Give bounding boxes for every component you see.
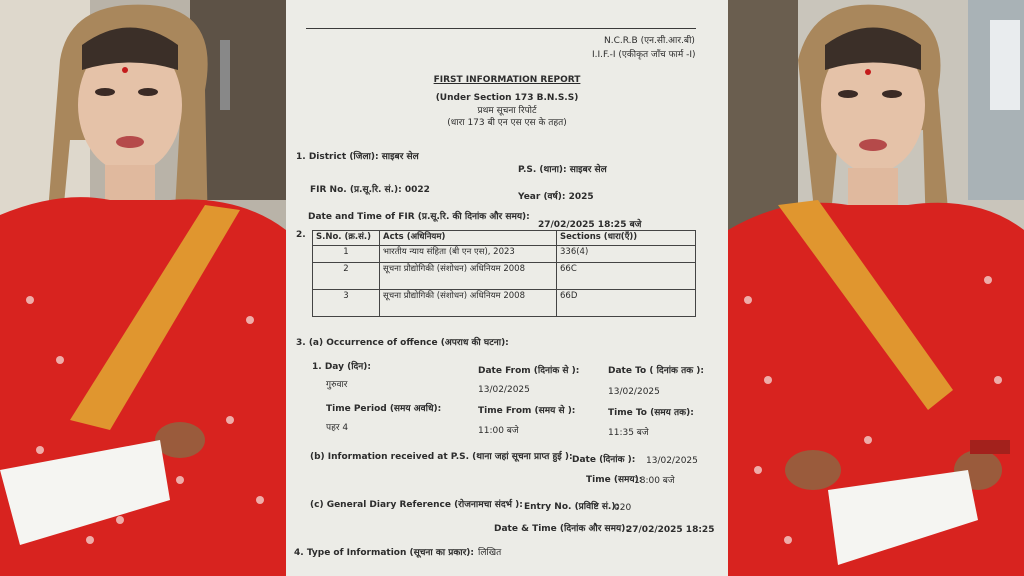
time-to-value: 11:35 बजे: [608, 428, 649, 438]
date-to-value: 13/02/2025: [608, 387, 660, 397]
row-sno: 1: [313, 246, 380, 263]
gd-datetime-value: 27/02/2025 18:25: [626, 525, 715, 535]
gd-entry-value: 020: [614, 503, 632, 513]
woman-photo-left: [0, 0, 286, 576]
time-from-value: 11:00 बजे: [478, 426, 519, 436]
top-rule: [306, 28, 696, 29]
gd-label: (c) General Diary Reference (रोजनामचा संदर्भ ):: [310, 500, 523, 510]
ncrb-code: N.C.R.B (एन.सी.आर.बी): [604, 36, 695, 46]
fir-subtitle: (Under Section 173 B.N.S.S): [435, 93, 579, 103]
right-photo-panel: [728, 0, 1024, 576]
table-row: [313, 263, 696, 290]
acts-table-header: [313, 231, 696, 246]
date-from-value: 13/02/2025: [478, 385, 530, 395]
type-info-label: 4. Type of Information (सूचना का प्रकार):: [294, 548, 475, 558]
section-2-number: 2.: [296, 230, 306, 240]
fir-number: FIR No. (प्र.सू.रि. सं.): 0022: [310, 185, 430, 195]
row-act: सूचना प्रौद्योगिकी (संशोधन) अधिनियम 2008: [380, 263, 557, 290]
row-act: भारतीय न्याय संहिता (बी एन एस), 2023: [380, 246, 557, 263]
info-time-value: 18:00 बजे: [634, 476, 675, 486]
row-section: 66C: [557, 263, 696, 290]
fir-datetime-value: 27/02/2025 18:25 बजे: [538, 220, 642, 230]
header-acts: Acts (अधिनियम): [380, 231, 557, 246]
date-to-label: Date To ( दिनांक तक ):: [608, 366, 704, 376]
type-info-value: लिखित: [478, 548, 502, 558]
row-act: सूचना प्रौद्योगिकी (संशोधन) अधिनियम 2008: [380, 290, 557, 317]
row-sno: 3: [313, 290, 380, 317]
iif-code: I.I.F.-I (एकीकृत जाँच फार्म -I): [592, 50, 696, 60]
info-received-label: (b) Information received at P.S. (थाना जहां सूचना प्राप्त हुई ):: [310, 452, 573, 462]
occurrence-label: 3. (a) Occurrence of offence (अपराध की घटना):: [296, 338, 509, 348]
row-sno: 2: [313, 263, 380, 290]
acts-table: [312, 230, 696, 317]
header-sections: Sections (धारा(एँ)): [557, 231, 696, 246]
fir-document: [286, 0, 728, 576]
time-period-value: पहर 4: [326, 423, 349, 433]
fir-year: Year (वर्ष): 2025: [518, 192, 594, 202]
gd-datetime-label: Date & Time (दिनांक और समय):: [494, 524, 629, 534]
district-field: 1. District (जिला): साइबर सेल: [296, 152, 419, 162]
date-from-label: Date From (दिनांक से ):: [478, 366, 580, 376]
time-period-label: Time Period (समय अवधि):: [326, 404, 442, 414]
table-row: [313, 290, 696, 317]
ps-field: P.S. (थाना): साइबर सेल: [518, 165, 607, 175]
time-to-label: Time To (समय तक):: [608, 408, 694, 418]
time-from-label: Time From (समय से ):: [478, 406, 576, 416]
fir-subtitle-hindi: प्रथम सूचना रिपोर्ट: [477, 106, 537, 116]
table-row: [313, 246, 696, 263]
info-time-label: Time (समय):: [586, 475, 643, 485]
day-label: 1. Day (दिन):: [312, 362, 372, 372]
info-date-value: 13/02/2025: [646, 456, 698, 466]
woman-photo-right: [728, 0, 1024, 576]
fir-datetime-label: Date and Time of FIR (प्र.सू.रि. की दिनांक और समय):: [308, 212, 530, 222]
row-section: 66D: [557, 290, 696, 317]
fir-subtitle-hindi-2: (धारा 173 बी एन एस एस के तहत): [447, 118, 567, 128]
gd-entry-label: Entry No. (प्रविष्टि सं.):: [524, 502, 620, 512]
header-sno: S.No. (क्र.सं.): [313, 231, 380, 246]
left-photo-panel: [0, 0, 286, 576]
row-section: 336(4): [557, 246, 696, 263]
fir-title: FIRST INFORMATION REPORT: [433, 75, 581, 85]
info-date-label: Date (दिनांक ):: [572, 455, 636, 465]
day-value: गुरुवार: [326, 380, 348, 390]
